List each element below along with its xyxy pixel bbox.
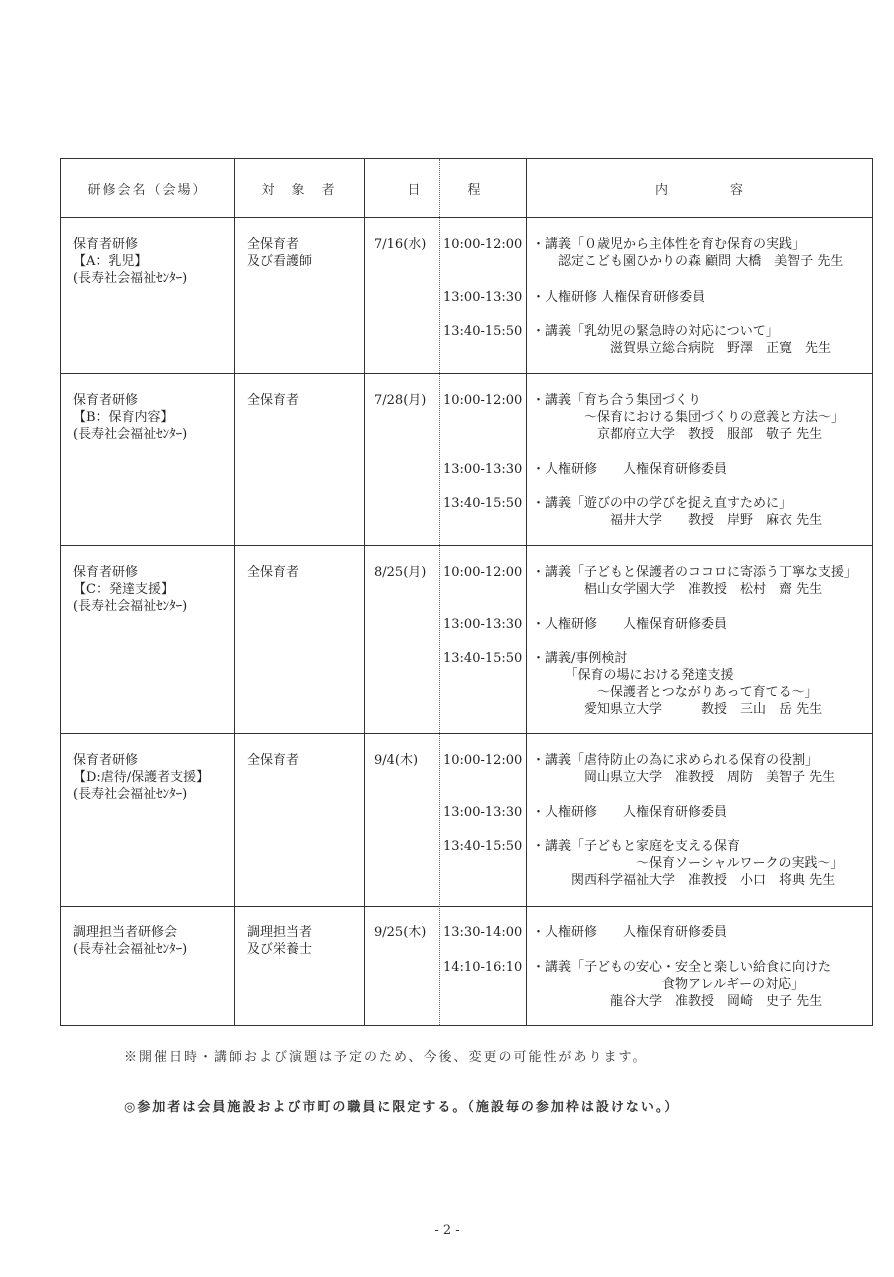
row-d-name [73,752,209,803]
content-line: ・人権研修 人権保育研修委員 [532,805,728,820]
content-line: 「保育の場における発達支援 [532,668,734,683]
target-line: 全保育者 [247,237,300,252]
row-c-target [247,564,299,581]
target-line: 及び看護師 [247,254,313,269]
content-line: 認定こども園ひかりの森 顧問 大橋 美智子 先生 [532,254,844,269]
name-line: 【B：保育内容】 [73,410,174,425]
content-line: ・人権研修 人権保育研修委員 [532,462,728,477]
session-time: 10:00-12:00 [443,565,523,580]
session-time: 10:00-12:00 [443,393,523,408]
header-content: 内 容 [654,182,745,198]
row-b-target [247,392,299,409]
schedule-change-note: ※開催日時・講師および演題は予定のため、今後、変更の可能性があります。 [124,1050,648,1065]
content-line: ～保育ソーシャルワークの実践～」 [532,856,844,871]
row-e-target [247,924,312,958]
session-time: 13:40-15:50 [443,839,523,854]
name-line: 【C：発達支援】 [73,582,174,597]
target-line: 調理担当者 [247,925,313,940]
content-line: ・講義「子どもと保護者のココロに寄添う丁寧な支援」 [532,565,858,580]
content-line: 関西科学福祉大学 准教授 小口 将典 先生 [532,873,836,888]
session-time: 13:40-15:50 [443,496,523,511]
row-c-name [73,564,187,615]
session-content [532,564,857,598]
target-line: 及び栄養士 [247,942,313,957]
content-line: ・講義「育ち合う集団づくり [532,393,702,408]
content-line: 食物アレルギーの対応」 [532,977,805,992]
content-line: ・講義「０歳児から主体性を育む保育の実践」 [532,237,806,252]
session-content [532,804,727,821]
content-line: ・講義/事例検討 [532,651,628,666]
name-line: (長寿社会福祉ｾﾝﾀｰ) [73,427,188,442]
target-line: 全保育者 [247,393,300,408]
session-time: 13:40-15:50 [443,324,523,339]
row-b-name [73,392,187,443]
content-line: ・講義「遊びの中の学びを捉え直すために」 [532,496,793,511]
content-line: ～保育における集団づくりの意義と方法～」 [532,410,845,425]
header-name: 研修会名（会場） [87,182,208,198]
name-line: (長寿社会福祉ｾﾝﾀｰ) [73,599,188,614]
session-time: 13:00-13:30 [443,290,523,305]
row-b-date: 7/28(月) [374,393,427,408]
header-target: 対 象 者 [261,182,337,198]
row-divider [61,545,872,546]
row-d-date: 9/4(木) [374,753,419,768]
content-line: 岡山県立大学 准教授 周防 美智子 先生 [532,770,836,785]
session-time: 13:30-14:00 [443,925,523,940]
session-content [532,461,727,478]
content-line: ・人権研修 人権保育研修委員 [532,290,706,305]
content-line: ・講義「子どもの安心・安全と楽しい給食に向けた [532,960,832,975]
session-content [532,289,705,306]
content-line: 愛知県立大学 教授 三山 岳 先生 [532,702,823,717]
row-a-name [73,236,187,287]
name-line: (長寿社会福祉ｾﾝﾀｰ) [73,942,188,957]
row-divider [61,906,872,907]
session-content [532,236,843,270]
column-divider [439,159,440,1025]
row-d-target [247,752,299,769]
content-line: 龍谷大学 准教授 岡崎 史子 先生 [532,994,823,1009]
name-line: 調理担当者研修会 [73,925,178,940]
participant-note: ◎参加者は会員施設および市町の職員に限定する。（施設毎の参加枠は設けない。） [124,1100,680,1115]
session-content [532,616,727,633]
column-divider [526,159,527,1025]
row-e-name [73,924,187,958]
name-line: 保育者研修 [73,753,139,768]
row-e-date: 9/25(木) [374,925,427,940]
session-content [532,959,831,1010]
row-divider [61,373,872,374]
session-content [532,924,727,941]
content-line: ～保護者とつながりあって育てる～」 [532,685,818,700]
page-number: - 2 - [434,1223,460,1238]
session-content [532,838,843,889]
content-line: 京都府立大学 教授 服部 敬子 先生 [532,427,823,442]
header-schedule: 日 程 [407,182,483,198]
name-line: (長寿社会福祉ｾﾝﾀｰ) [73,787,188,802]
training-schedule-table [60,158,873,1026]
session-time: 10:00-12:00 [443,237,523,252]
session-time: 13:00-13:30 [443,617,523,632]
content-line: 福井大学 教授 岸野 麻衣 先生 [532,513,823,528]
row-divider [61,217,872,218]
session-content [532,752,835,786]
session-content [532,650,822,718]
session-content [532,323,831,357]
name-line: 【A：乳児】 [73,254,148,269]
row-a-target [247,236,312,270]
content-line: ・人権研修 人権保育研修委員 [532,617,728,632]
content-line: ・講義「乳幼児の緊急時の対応について」 [532,324,779,339]
target-line: 全保育者 [247,753,300,768]
content-line: ・講義「子どもと家庭を支える保育 [532,839,741,854]
name-line: 保育者研修 [73,237,139,252]
column-divider [364,159,365,1025]
session-content [532,392,844,443]
row-a-date: 7/16(水) [374,237,427,252]
row-divider [61,733,872,734]
row-c-date: 8/25(月) [374,565,427,580]
name-line: 保育者研修 [73,565,139,580]
session-time: 13:00-13:30 [443,462,523,477]
target-line: 全保育者 [247,565,300,580]
content-line: ・人権研修 人権保育研修委員 [532,925,728,940]
content-line: ・講義「虐待防止の為に求められる保育の役割」 [532,753,819,768]
content-line: 椙山女学園大学 准教授 松村 齋 先生 [532,582,823,597]
content-line: 滋賀県立総合病院 野澤 正寛 先生 [532,341,832,356]
session-time: 13:00-13:30 [443,805,523,820]
column-divider [234,159,235,1025]
name-line: (長寿社会福祉ｾﾝﾀｰ) [73,271,188,286]
session-content [532,495,822,529]
session-time: 10:00-12:00 [443,753,523,768]
session-time: 14:10-16:10 [443,960,523,975]
name-line: 【D:虐待/保護者支援】 [73,770,210,785]
session-time: 13:40-15:50 [443,651,523,666]
name-line: 保育者研修 [73,393,139,408]
